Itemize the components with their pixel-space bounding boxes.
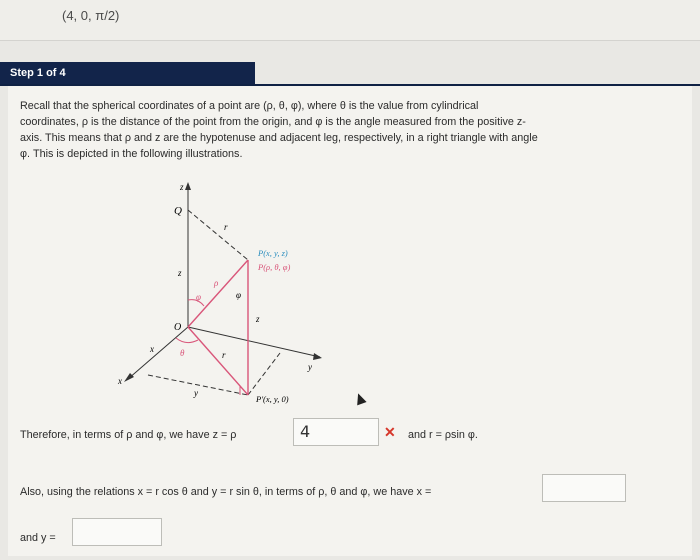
y-small-label: y <box>194 388 198 398</box>
z-right-label: z <box>256 314 260 324</box>
x-small-label: x <box>150 344 154 354</box>
step-tab[interactable]: Step 1 of 4 <box>0 62 255 84</box>
explanation-line: coordinates, ρ is the distance of the point from the origin, and φ is the angle measured from the positive z- <box>20 116 526 128</box>
theta-label: θ <box>180 348 185 358</box>
previous-answer-coordinates: (4, 0, π/2) <box>62 8 120 23</box>
x-axis-arrow <box>124 373 134 382</box>
y-answer-field[interactable] <box>72 518 162 546</box>
rho-label: ρ <box>214 278 219 288</box>
z-left-label: z <box>178 268 182 278</box>
x-answer-field[interactable] <box>542 474 626 502</box>
p-spherical-label: P(ρ, θ, φ) <box>258 262 291 272</box>
y-axis-line <box>188 327 320 357</box>
x-axis-label: x <box>118 376 122 386</box>
p-cartesian-label: P(x, y, z) <box>258 248 288 258</box>
spherical-coordinates-diagram <box>110 172 370 417</box>
phi-label-lower: φ <box>236 290 241 300</box>
q-label: Q <box>174 205 182 217</box>
explanation-line: Recall that the spherical coordinates of a point are (ρ, θ, φ), where θ is the value from cylindrical <box>20 100 479 112</box>
theta-arc <box>176 338 198 343</box>
x-relation-text: Also, using the relations x = r cos θ and y = r sin θ, in terms of ρ, θ and φ, we have x = <box>20 486 432 498</box>
dashed-q-to-p <box>188 210 248 260</box>
dashed-pprime-to-y <box>248 353 280 395</box>
y-relation-text: and y = <box>20 532 56 544</box>
z-answer-value: 4 <box>300 422 311 441</box>
r-top-label: r <box>224 222 228 232</box>
z-relation-prefix: Therefore, in terms of ρ and φ, we have z = ρ <box>20 429 237 441</box>
z-axis-arrow <box>185 182 191 190</box>
y-axis-label: y <box>308 362 312 372</box>
explanation-line: axis. This means that ρ and z are the hypotenuse and adjacent leg, respectively, in a right triangle with angle <box>20 132 538 144</box>
explanation-paragraph <box>20 98 660 162</box>
phi-label-upper: φ <box>196 292 201 302</box>
top-bar <box>0 0 700 41</box>
y-axis-arrow <box>313 353 322 360</box>
x-axis-line <box>128 327 188 379</box>
p-prime-label: P′(x, y, 0) <box>256 394 289 404</box>
r-relation-text: and r = ρsin φ. <box>408 429 478 441</box>
incorrect-x-icon: ✕ <box>384 424 396 440</box>
z-axis-label: z <box>180 182 184 192</box>
explanation-line: φ. This is depicted in the following illustrations. <box>20 148 243 160</box>
r-bottom-label: r <box>222 350 226 360</box>
z-answer-field[interactable] <box>293 418 379 446</box>
origin-label: O <box>174 322 182 333</box>
